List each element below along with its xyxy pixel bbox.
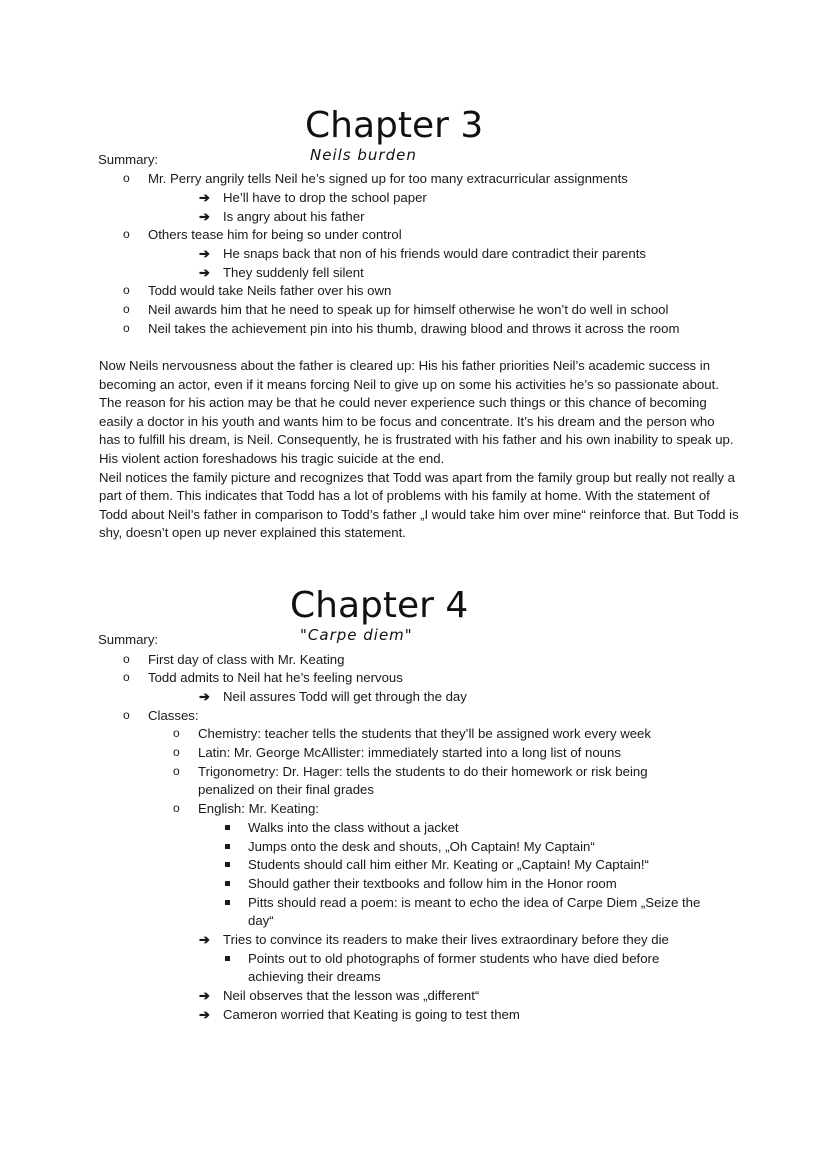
arrow-bullet-icon: ➔: [199, 932, 210, 947]
arrow-bullet-icon: ➔: [199, 265, 210, 280]
chapter-4-item: Points out to old photographs of former students who have died before: [248, 951, 660, 966]
circle-bullet-icon: o: [173, 745, 180, 759]
chapter-3-item: He snaps back that non of his friends would dare contradict their parents: [223, 246, 646, 261]
chapter-3-item: They suddenly fell silent: [223, 265, 364, 280]
chapter-4-item: day“: [248, 913, 274, 928]
chapter-4-item: Neil assures Todd will get through the day: [223, 689, 467, 704]
circle-bullet-icon: o: [123, 302, 130, 316]
chapter-4-item: Walks into the class without a jacket: [248, 820, 459, 835]
chapter-4-item: Tries to convince its readers to make their lives extraordinary before they die: [223, 932, 669, 947]
chapter-4-title: Chapter 4: [290, 585, 469, 626]
chapter-3-analysis: [99, 357, 739, 543]
chapter-4-summary-label: Summary:: [98, 632, 159, 647]
analysis-paragraph: Now Neils nervousness about the father is cleared up: His his father priorities Neil’s academic success in becoming an actor, even if it means forcing Neil to give up on some his activities he’s so passionate about. The reason for his action may be that he could never experience such things or this chance of becoming easily a doctor in his youth and wants him to be focus and concentrate. It’s his dream and the person who has to fulfill his dream, is Neil. Consequently, he is frustrated with his father and his own inability to speak up. His violent action foreshadows his tragic suicide at the end.: [99, 358, 734, 466]
chapter-3-title: Chapter 3: [305, 105, 484, 146]
chapter-3-item: Neil takes the achievement pin into his thumb, drawing blood and throws it across the room: [148, 321, 680, 336]
arrow-bullet-icon: ➔: [199, 988, 210, 1003]
chapter-4-item: penalized on their final grades: [198, 782, 374, 797]
chapter-4-item: Cameron worried that Keating is going to test them: [223, 1007, 520, 1022]
square-bullet-icon: [225, 900, 230, 905]
circle-bullet-icon: o: [123, 670, 130, 684]
chapter-3-summary-label: Summary:: [98, 152, 159, 167]
chapter-4-item: Classes:: [148, 708, 199, 723]
circle-bullet-icon: o: [123, 321, 130, 335]
chapter-3-item: Todd would take Neils father over his own: [148, 283, 392, 298]
circle-bullet-icon: o: [173, 726, 180, 740]
chapter-4-item: Trigonometry: Dr. Hager: tells the students to do their homework or risk being: [198, 764, 648, 779]
arrow-bullet-icon: ➔: [199, 689, 210, 704]
chapter-4-item: Jumps onto the desk and shouts, „Oh Captain! My Captain“: [248, 839, 595, 854]
arrow-bullet-icon: ➔: [199, 1007, 210, 1022]
chapter-4-item: achieving their dreams: [248, 969, 381, 984]
chapter-4-item: Pitts should read a poem: is meant to echo the idea of Carpe Diem „Seize the: [248, 895, 701, 910]
chapter-3-item: Neil awards him that he need to speak up for himself otherwise he won’t do well in school: [148, 302, 669, 317]
circle-bullet-icon: o: [123, 708, 130, 722]
square-bullet-icon: [225, 881, 230, 886]
chapter-3-item: Is angry about his father: [223, 209, 365, 224]
circle-bullet-icon: o: [123, 283, 130, 297]
arrow-bullet-icon: ➔: [199, 209, 210, 224]
chapter-4-item: English: Mr. Keating:: [198, 801, 319, 816]
arrow-bullet-icon: ➔: [199, 190, 210, 205]
chapter-3-item: Others tease him for being so under control: [148, 227, 402, 242]
chapter-3-subtitle: Neils burden: [310, 146, 417, 164]
chapter-4-item: Todd admits to Neil hat he’s feeling nervous: [148, 670, 403, 685]
circle-bullet-icon: o: [123, 227, 130, 241]
square-bullet-icon: [225, 862, 230, 867]
chapter-4-item: Should gather their textbooks and follow him in the Honor room: [248, 876, 617, 891]
chapter-4-item: Students should call him either Mr. Keating or „Captain! My Captain!“: [248, 857, 649, 872]
arrow-bullet-icon: ➔: [199, 246, 210, 261]
chapter-4-item: First day of class with Mr. Keating: [148, 652, 345, 667]
chapter-4-item: Chemistry: teacher tells the students that they’ll be assigned work every week: [198, 726, 651, 741]
chapter-3-item: He’ll have to drop the school paper: [223, 190, 427, 205]
square-bullet-icon: [225, 844, 230, 849]
square-bullet-icon: [225, 956, 230, 961]
circle-bullet-icon: o: [123, 171, 130, 185]
circle-bullet-icon: o: [173, 764, 180, 778]
circle-bullet-icon: o: [123, 652, 130, 666]
chapter-3-item: Mr. Perry angrily tells Neil he’s signed up for too many extracurricular assignments: [148, 171, 628, 186]
circle-bullet-icon: o: [173, 801, 180, 815]
chapter-4-item: Neil observes that the lesson was „different“: [223, 988, 480, 1003]
analysis-paragraph: Neil notices the family picture and recognizes that Todd was apart from the family group but really not really a part of them. This indicates that Todd has a lot of problems with his family at home. With the statement of Todd about Neil’s father in comparison to Todd’s father „I would take him over mine“ reinforce that. But Todd is shy, doesn’t open up never explained this statement.: [99, 469, 739, 541]
square-bullet-icon: [225, 825, 230, 830]
chapter-4-subtitle: "Carpe diem": [300, 626, 413, 644]
chapter-4-item: Latin: Mr. George McAllister: immediately started into a long list of nouns: [198, 745, 621, 760]
